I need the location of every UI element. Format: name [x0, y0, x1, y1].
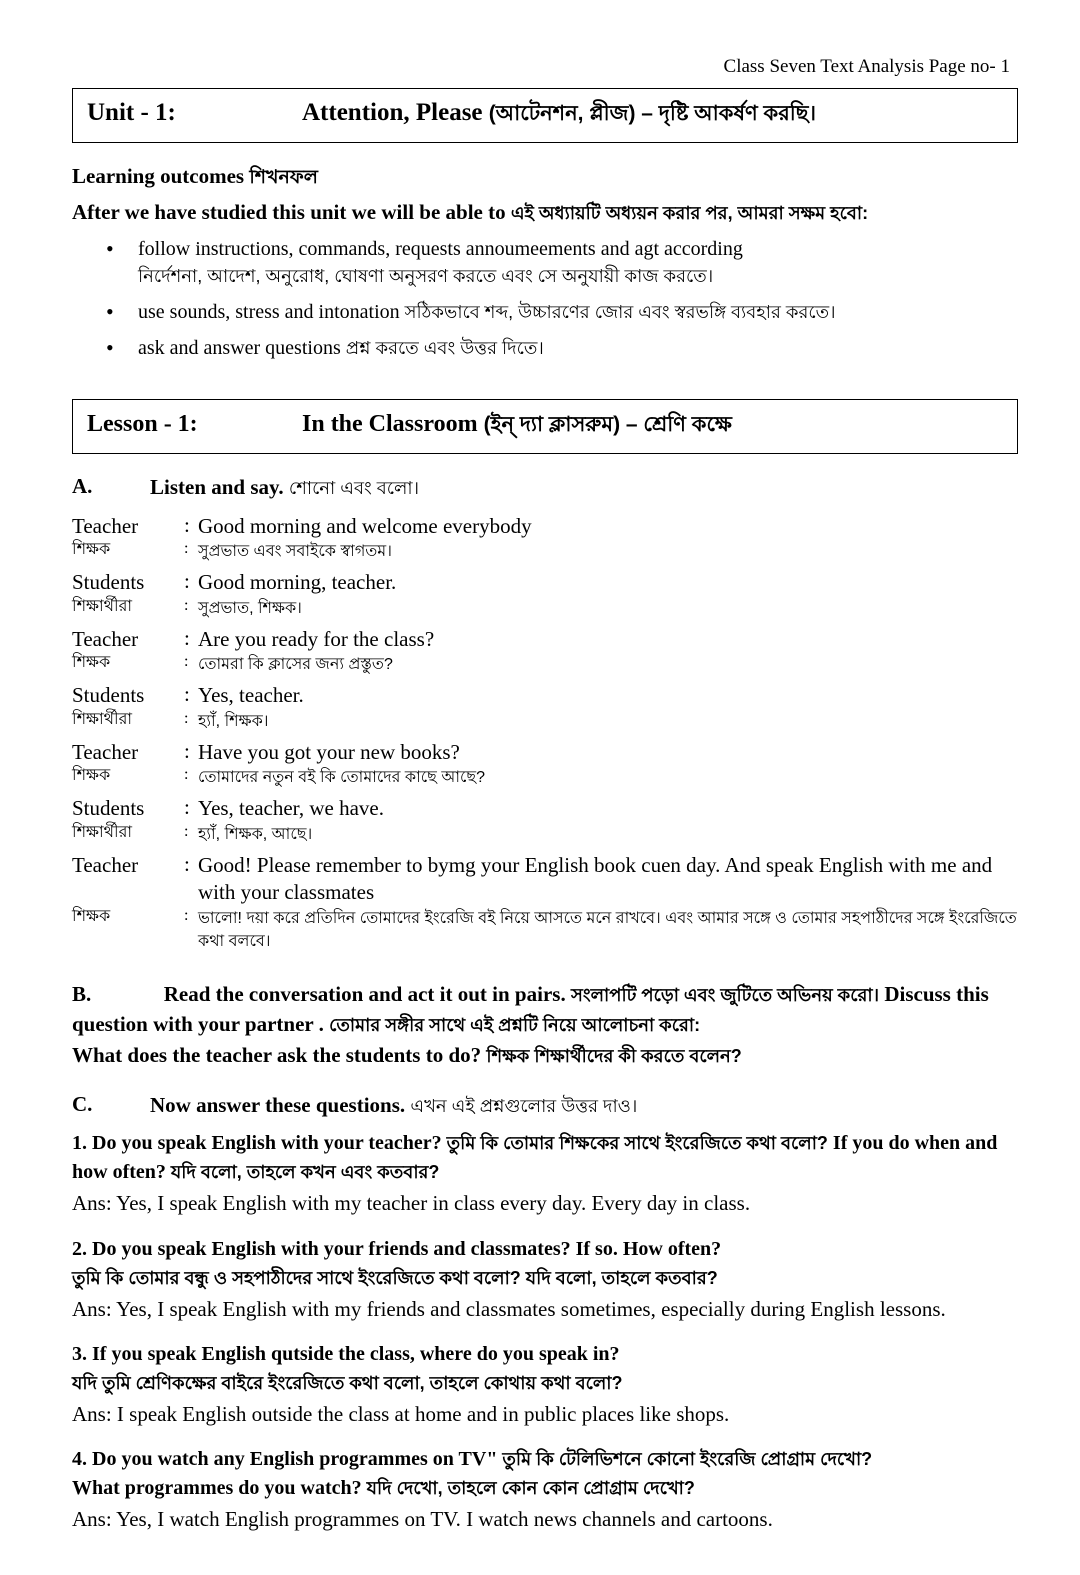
speaker-en: Students [72, 683, 145, 708]
speaker-en: Teacher [72, 739, 139, 764]
colon: : [184, 795, 190, 820]
question-text [72, 1340, 1018, 1398]
learning-outcomes-sub-bn: এই অধ্যায়টি অধ্যয়ন করার পর, আমরা সক্ষম হবো: [510, 203, 869, 223]
answer-text: Ans: I speak English outside the class at home and in public places like shops. [72, 1401, 730, 1426]
question-en: 2. Do you speak English with your friends and classmates? If so. How often? [72, 1237, 722, 1260]
section-c-title-bn: এখন এই প্রশ্নগুলোর উত্তর দাও। [410, 1096, 638, 1117]
colon: : [184, 540, 189, 558]
list-item [138, 299, 1018, 326]
colon: : [184, 682, 190, 707]
dialogue-row-bn [72, 710, 1018, 737]
colon: : [184, 738, 190, 763]
unit-title [302, 97, 1003, 132]
section-b-part3-bn: শিক্ষক শিক্ষার্থীদের কী করতে বলেন? [486, 1045, 742, 1066]
colon: : [184, 513, 190, 537]
list-item [138, 335, 1018, 362]
colon: : [184, 569, 190, 594]
dialogue-line-en: Good! Please remember to bymg your English book cuen day. And speak English with me and with your classmates [198, 852, 993, 905]
section-a-letter: A. [72, 474, 93, 498]
outcome-en: follow instructions, commands, requests annoumeements and agt according [138, 238, 743, 260]
dialogue-row-en [72, 850, 1018, 907]
learning-outcomes-heading [72, 163, 1018, 195]
dialogue-line-bn: সুপ্রভাত এবং সবাইকে স্বাগতম। [198, 543, 392, 561]
speaker-bn: শিক্ষক [72, 767, 111, 785]
section-a-heading [72, 474, 1018, 505]
outcome-bn: সঠিকভাবে শব্দ, উচ্চারণের জোর এবং স্বরভঙ্গি ব্যবহার করতে। [404, 302, 836, 322]
question-en-2: If you do when and how often? [72, 1132, 998, 1184]
section-c-title [150, 1092, 637, 1123]
unit-title-en: Attention, Please [302, 99, 483, 126]
speaker-bn: শিক্ষার্থীরা [72, 823, 133, 841]
outcome-bn: প্রশ্ন করতে এবং উত্তর দিতে। [345, 338, 544, 358]
speaker-en: Students [72, 796, 145, 821]
dialogue-line-bn: সুপ্রভাত, শিক্ষক। [198, 599, 302, 617]
list-item [138, 236, 1018, 290]
lesson-banner [72, 399, 1018, 454]
section-b-letter: B. [72, 981, 92, 1006]
question-bn-2: যদি বলো, তাহলে কখন এবং কতবার? [170, 1162, 440, 1183]
dialogue-line-bn: তোমাদের নতুন বই কি তোমাদের কাছে আছে? [198, 769, 486, 787]
colon: : [184, 822, 189, 840]
dialogue-row-bn [72, 597, 1018, 624]
section-c-title-en: Now answer these questions. [150, 1093, 406, 1118]
section-b-part1-en: Read the conversation and act it out in pairs. [163, 981, 566, 1006]
question-text [72, 1445, 1018, 1503]
speaker-bn: শিক্ষক [72, 541, 111, 559]
question-block [72, 1235, 1018, 1324]
dialogue-table [72, 511, 1018, 957]
colon: : [184, 625, 190, 650]
dialogue-row-en [72, 793, 1018, 822]
dialogue-line-en: Good morning, teacher. [198, 570, 397, 595]
dialogue-line-bn: হ্যাঁ, শিক্ষক, আছে। [198, 825, 313, 843]
speaker-en: Students [72, 570, 145, 595]
speaker-bn: শিক্ষক [72, 654, 111, 672]
colon: : [184, 596, 189, 614]
speaker-bn: শিক্ষার্থীরা [72, 597, 133, 615]
answer-text: Ans: Yes, I speak English with my friends and classmates sometimes, especially during English lessons. [72, 1296, 946, 1321]
dialogue-row-bn [72, 823, 1018, 850]
colon: : [184, 766, 189, 784]
dialogue-line-bn: তোমরা কি ক্লাসের জন্য প্রস্তুত? [198, 656, 393, 674]
question-en: 1. Do you speak English with your teacher? [72, 1132, 442, 1155]
speaker-en: Teacher [72, 852, 139, 877]
question-en-2: What programmes do you watch? [72, 1477, 362, 1500]
dialogue-row-en [72, 737, 1018, 766]
learning-outcomes-list [72, 236, 1018, 362]
learning-outcomes-sub-en: After we have studied this unit we will be able to [72, 200, 506, 224]
colon: : [184, 653, 189, 671]
dialogue-line-en: Have you got your new books? [198, 739, 460, 764]
question-en: 4. Do you watch any English programmes on TV" [72, 1448, 498, 1471]
question-block [72, 1340, 1018, 1429]
dialogue-line-bn: হ্যাঁ, শিক্ষক। [198, 712, 269, 730]
running-header: Class Seven Text Analysis Page no- 1 [723, 56, 1010, 77]
speaker-bn: শিক্ষার্থীরা [72, 710, 133, 728]
question-bn: তুমি কি টেলিভিশনে কোনো ইংরেজি প্রোগ্রাম দেখো? [502, 1449, 873, 1470]
question-bn: তুমি কি তোমার শিক্ষকের সাথে ইংরেজিতে কথা বলো? [446, 1133, 828, 1154]
section-a-title-en: Listen and say. [150, 475, 284, 499]
colon: : [184, 709, 189, 727]
dialogue-row-en [72, 511, 1018, 540]
speaker-en: Teacher [72, 626, 139, 651]
question-bn: তুমি কি তোমার বন্ধু ও সহপাঠীদের সাথে ইংরেজিতে কথা বলো? যদি বলো, তাহলে কতবার? [72, 1267, 718, 1288]
unit-title-bn: (আটেনশন, প্লীজ) – দৃষ্টি আকর্ষণ করছি। [488, 102, 817, 125]
dialogue-row-en [72, 680, 1018, 709]
outcome-en: use sounds, stress and intonation [138, 301, 400, 323]
dialogue-line-en: Yes, teacher, we have. [198, 796, 384, 821]
speaker-bn: শিক্ষক [72, 907, 111, 925]
question-text [72, 1235, 1018, 1293]
dialogue-row-en [72, 567, 1018, 596]
answer-text: Ans: Yes, I watch English programmes on TV. I watch news channels and cartoons. [72, 1507, 773, 1532]
question-text [72, 1129, 1018, 1187]
section-a-title [150, 474, 419, 505]
question-bn: যদি তুমি শ্রেণিকক্ষের বাইরে ইংরেজিতে কথা বলো, তাহলে কোথায় কথা বলো? [72, 1372, 623, 1393]
dialogue-row-bn [72, 766, 1018, 793]
section-b-part1-bn: সংলাপটি পড়ো এবং জুটিতে অভিনয় করো। [570, 984, 880, 1005]
dialogue-line-bn: ভালো! দয়া করে প্রতিদিন তোমাদের ইংরেজি বই নিয়ে আসতে মনে রাখবে। এবং আমার সঙ্গে ও তোমার সহপাঠীদের সঙ্গে ইংরেজিতে কথা বলবে। [198, 909, 1017, 950]
section-c-heading [72, 1092, 1018, 1123]
learning-outcomes-heading-en: Learning outcomes [72, 164, 245, 188]
question-block [72, 1129, 1018, 1218]
dialogue-line-en: Good morning and welcome everybody [198, 514, 532, 538]
lesson-title-bn: (ইন্ দ্যা ক্লাসরুম) – শ্রেণি কক্ষে [483, 413, 732, 436]
section-c-letter: C. [72, 1092, 93, 1117]
question-en: 3. If you speak English qutside the class, where do you speak in? [72, 1342, 620, 1365]
section-b-part3-en: What does the teacher ask the students to do? [72, 1042, 482, 1067]
colon: : [184, 851, 190, 876]
lesson-title [302, 408, 1003, 443]
section-a-title-bn: শোনো এবং বলো। [288, 478, 420, 498]
section-b-part2-en: Discuss this question with your partner . [72, 981, 989, 1037]
dialogue-row-en [72, 624, 1018, 653]
section-b-part2-bn: তোমার সঙ্গীর সাথে এই প্রশ্নটি নিয়ে আলোচনা করো: [329, 1015, 701, 1036]
question-block [72, 1445, 1018, 1534]
question-bn-2: যদি দেখো, তাহলে কোন কোন প্রোগ্রাম দেখো? [366, 1478, 695, 1499]
answer-text: Ans: Yes, I speak English with my teacher in class every day. Every day in class. [72, 1191, 751, 1216]
colon: : [184, 906, 189, 924]
dialogue-row-bn [72, 653, 1018, 680]
section-b [72, 979, 1018, 1070]
dialogue-row-bn [72, 907, 1018, 957]
dialogue-line-en: Are you ready for the class? [198, 626, 435, 651]
speaker-en: Teacher [72, 514, 139, 538]
unit-label: Unit - 1: [87, 99, 176, 126]
outcome-en: ask and answer questions [138, 337, 341, 359]
lesson-title-en: In the Classroom [302, 411, 478, 437]
lesson-label: Lesson - 1: [87, 411, 198, 437]
dialogue-row-bn [72, 540, 1018, 567]
outcome-bn: নির্দেশনা, আদেশ, অনুরোধ, ঘোষণা অনুসরণ করতে এবং সে অনুযায়ী কাজ করতে। [138, 266, 714, 286]
learning-outcomes-sub [72, 199, 1018, 230]
learning-outcomes-heading-bn: শিখনফল [249, 167, 318, 188]
unit-banner [72, 88, 1018, 143]
dialogue-line-en: Yes, teacher. [198, 683, 304, 708]
